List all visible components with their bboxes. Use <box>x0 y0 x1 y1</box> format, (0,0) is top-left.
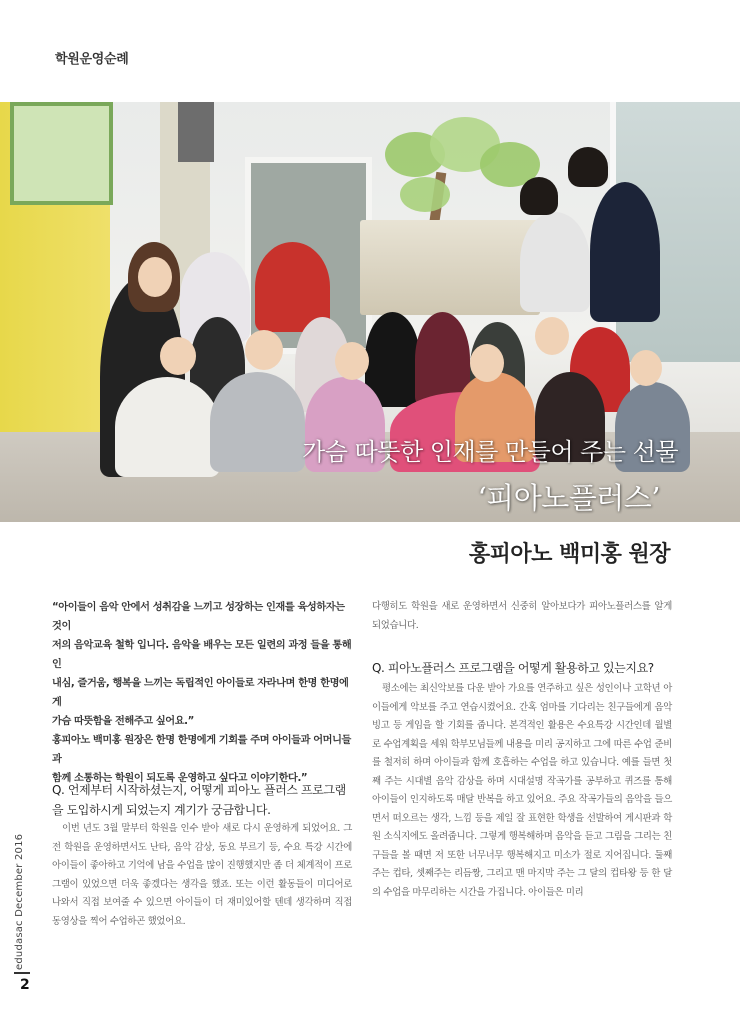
photo-child <box>520 212 590 312</box>
photo-hair <box>520 177 558 215</box>
photo-face <box>335 342 369 380</box>
photo-hair <box>568 147 608 187</box>
intro-attribution: 홍피아노 백미홍 원장은 한명 한명에게 기회를 주며 아이들과 어머니들과 함께 소통하는 학원이 되도록 운영하고 싶다고 이야기한다.” <box>52 735 351 784</box>
answer-1: 이번 년도 3월 말부터 학원을 인수 받아 새로 다시 운영하게 되었어요. 그 전 학원을 운영하면서도 난타, 음악 감상, 동요 부르기 등, 수요 특강 시간에 아이들이 좋아하고 기억에 남을 수업을 많이 진행했지만 좀 더 체계적이 프로그램이 있었으면 더욱 좋겠다는 생각을 했죠. 또는 이런 활동들이 미디어로 나와서 직접 보여줄 수 있으면 아이들이 더 재미있어할 텐데 생각하며 직접 동영상을 찍어 수업하곤 했었어요. <box>52 823 352 927</box>
photo-title-line1: 가슴 따뜻한 인재를 만들어 주는 선물 <box>302 438 678 466</box>
byline: 홍피아노 백미홍 원장 <box>468 542 670 567</box>
question-1: Q. 언제부터 시작하셨는지, 어떻게 피아노 플러스 프로그램을 도입하시게 되었는지 계기가 궁금합니다. <box>52 783 346 817</box>
photo-piano <box>360 220 540 315</box>
question-2: Q. 피아노플러스 프로그램을 어떻게 활용하고 있는지요? <box>372 661 654 675</box>
page-number: 2 <box>20 977 30 993</box>
photo-face <box>535 317 569 355</box>
answer-2: 평소에는 최신악보를 다운 받아 가요를 연주하고 싶은 성인이나 고학년 아이들에게 악보를 주고 연습시켰어요. 간혹 엄마를 기다리는 친구들에게 음악 빙고 등 게임을 할 기회를 줍니다. 본격적인 활용은 수요특강 시간인데 월별로 수업계획을 세워 학부모님들께 내용을 미리 공지하고 그에 따른 수업 준비를 철저히 하며 아이들과 함께 호흡하는 수업을 하고 있습니다. 예를 들면 첫째 주는 시대별 음악 감상을 하며 시대설명 작곡가를 공부하고 퀴즈를 통해 아이들이 인지하도록 매달 반복을 하고 있어요. 주요 작곡가들의 음악을 들으면서 떠오르는 생각, 느낌 등을 제일 잘 표현한 학생을 선발하여 게시판과 학원 소식지에도 올려줍니다. 그렇게 행복해하며 음악을 듣고 그림을 그리는 친구들을 볼 때면 저 또한 너무너무 행복해지고 미소가 절로 지어집니다. 둘째 주는 컵타, 셋째주는 리듬짱, 그리고 맨 마지막 주는 그 달의 컵타왕 등 한 달의 수업을 마무리하는 시간을 가집니다. 아이들은 미리 <box>372 683 672 898</box>
photo-teacher <box>590 182 660 322</box>
photo-face <box>630 350 662 386</box>
photo-face <box>138 257 172 297</box>
photo-title-line2: ‘피아노플러스’ <box>477 481 660 515</box>
page-number-rule <box>14 972 30 974</box>
photo-face <box>470 344 504 382</box>
photo-face <box>245 330 283 370</box>
column-2-intro: 다행히도 학원을 새로 운영하면서 신중히 알아보다가 피아노플러스를 알게 되었습니다. <box>372 601 672 631</box>
section-label: 학원운영순례 <box>55 52 129 67</box>
photo-face <box>160 337 196 375</box>
photo-leaf <box>400 177 450 212</box>
photo-wall-sign <box>178 102 214 162</box>
intro-quote: “아이들이 음악 안에서 성취감을 느끼고 성장하는 인재를 육성하자는 것이 저의 음악교육 철학 입니다. 음악을 배우는 모든 일련의 과정 들을 통해 인 내심, 즐거움, 행복을 느끼는 독립적인 아이들로 자라나며 한명 한명에게 가슴 따뜻함을 전해주고 싶어요.” <box>52 602 352 727</box>
intro-quote-block <box>52 598 352 788</box>
photo-bulletin-board <box>10 102 113 205</box>
magazine-side-label: edudasac December 2016 <box>14 833 25 970</box>
